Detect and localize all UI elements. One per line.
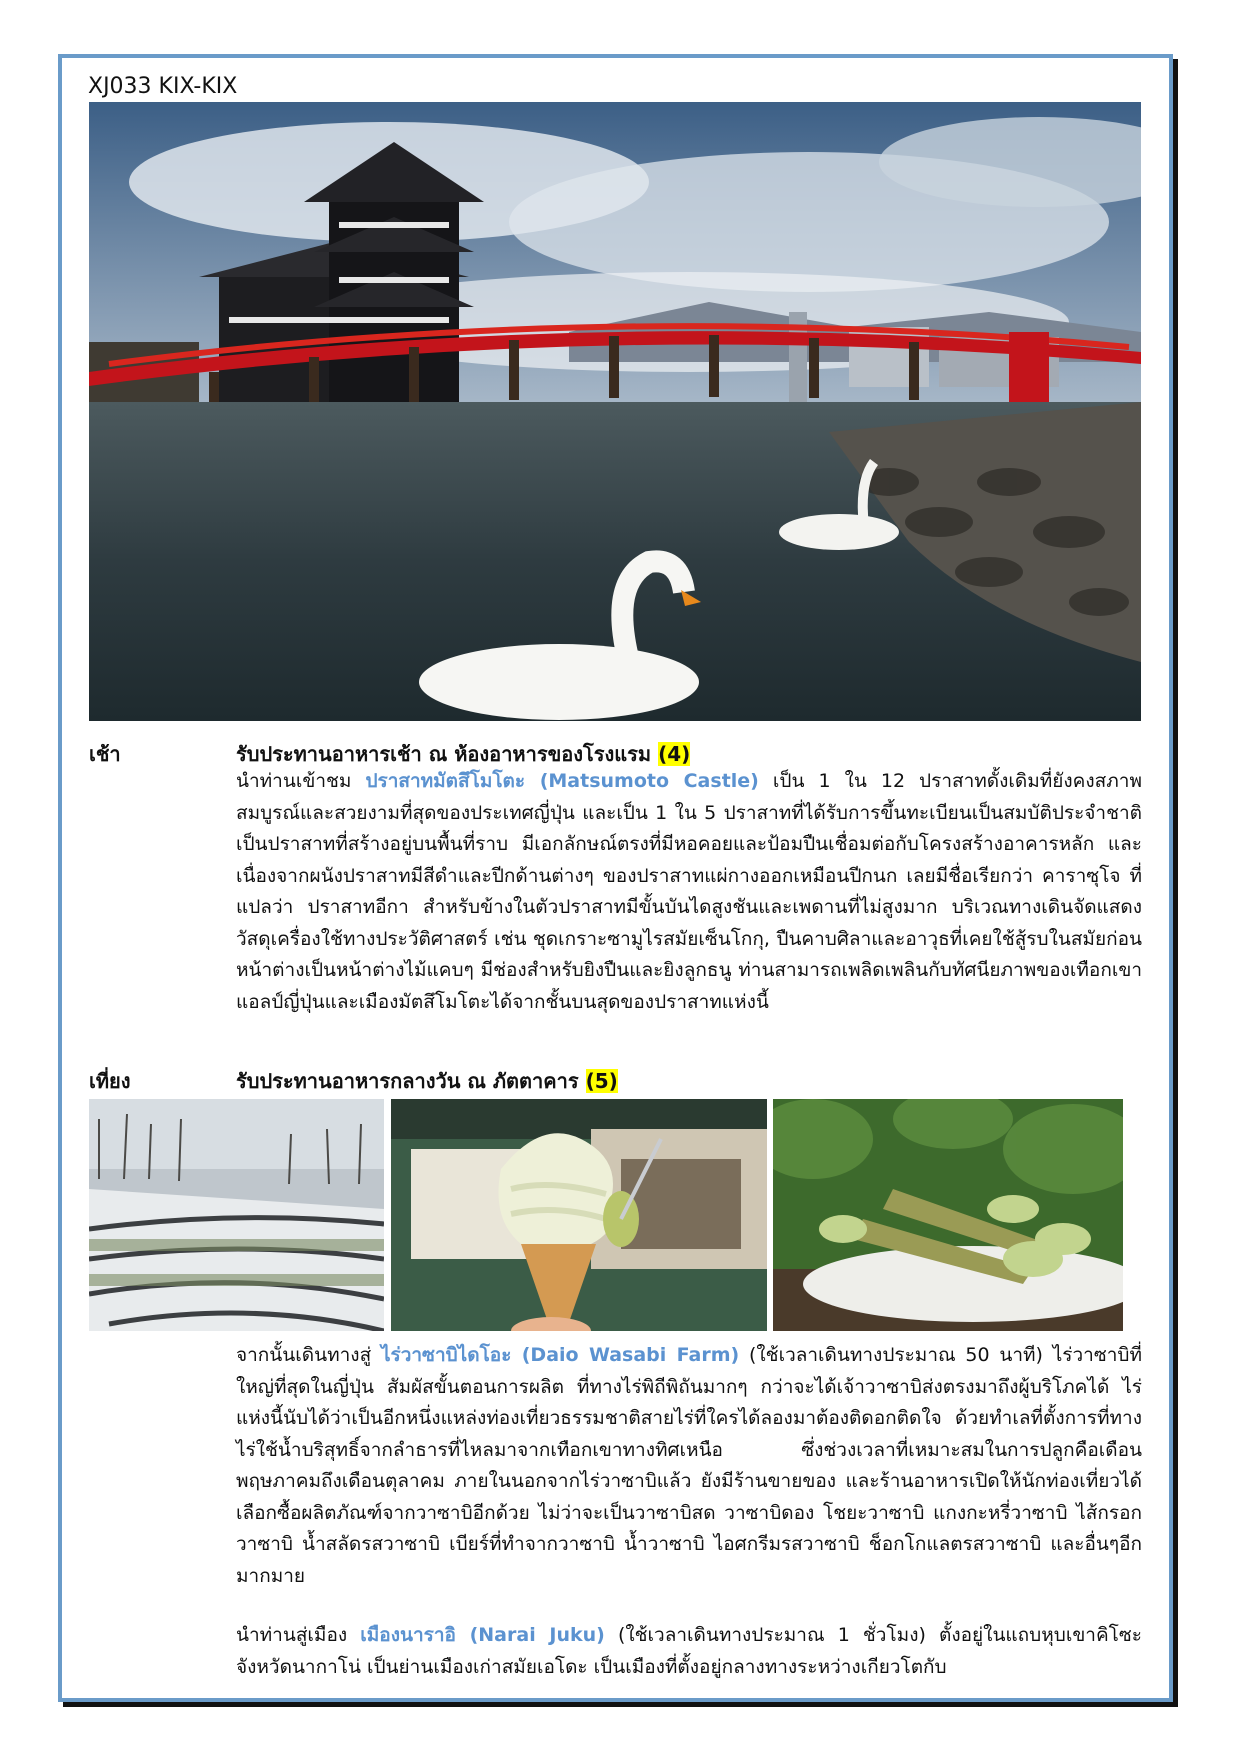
narai-intro: นำท่านสู่เมือง [236, 1624, 361, 1646]
tour-code: XJ033 KIX-KIX [88, 74, 238, 99]
wasabi-farm-photo [89, 1099, 384, 1331]
castle-intro: นำท่านเข้าชม [236, 770, 366, 792]
lunch-line [236, 1065, 618, 1097]
wasabi-body: (ใช้เวลาเดินทางประมาณ 50 นาที) ไร่วาซาบิที่ใหญ่ที่สุดในญี่ปุ่น สัมผัสขั้นตอนการผลิต ที่ทางไร่พิถีพิถันมากๆ กว่าจะได้เจ้าวาซาบิส่งตรงมาถึงผู้บริโภคได้ ไร่แห่งนี้นับได้ว่าเป็นอีกหนึ่งแหล่งท่องเที่ยวธรรมชาติสายไร่ที่ใครได้ลองมาต้องติดอกติดใจ ด้วยทำเลที่ตั้งการที่ทางไร่ใช้น้ำบริสุทธิ์จากลำธารที่ไหลมาจากเทือกเขาทางทิศเหนือ ซึ่งช่วงเวลาที่เหมาะสมในการปลูกคือเดือนพฤษภาคมถึงเดือนตุลาคม ภายในนอกจากไร่วาซาบิแล้ว ยังมีร้านขายของ และร้านอาหารเปิดให้นักท่องเที่ยวได้เลือกซื้อผลิตภัณฑ์จากวาซาบิอีกด้วย ไม่ว่าจะเป็นวาซาบิสด วาซาบิดอง โชยะวาซาบิ แกงกะหรี่วาซาบิ ไส้กรอกวาซาบิ น้ำสลัดรสวาซาบิ เบียร์ที่ทำจากวาซาบิ น้ำวาซาบิ ไอศกรีมรสวาซาบิ ช็อกโกแลตรสวาซาบิ และอื่นๆอีกมากมาย [236, 1344, 1142, 1587]
noon-label: เที่ยง [89, 1069, 131, 1093]
castle-body: เป็น 1 ใน 12 ปราสาทดั้งเดิมที่ยังคงสภาพสมบูรณ์และสวยงามที่สุดของประเทศญี่ปุ่น และเป็น 1 ใน 5 ปราสาทที่ได้รับการขึ้นทะเบียนเป็นสมบัติประจำชาติ เป็นปราสาทที่สร้างอยู่บนพื้นที่ราบ มีเอกลักษณ์ตรงที่มีหอคอยและป้อมปืนเชื่อมต่อกับโครงสร้างอาคารหลัก และเนื่องจากผนังปราสาทมีสีดำและปีกด้านต่างๆ ของปราสาทแผ่กางออกเหมือนปีกนก เลยมีชื่อเรียกว่า คาราซุโจ ที่แปลว่า ปราสาทอีกา สำหรับข้างในตัวปราสาทมีขั้นบันไดสูงชันและเพดานที่ไม่สูงมาก บริเวณทางเดินจัดแสดงวัสดุเครื่องใช้ทางประวัติศาสตร์ เช่น ชุดเกราะซามูไรสมัยเซ็นโกกุ, ปืนคาบศิลาและอาวุธที่เคยใช้สู้รบในสมัยก่อน หน้าต่างเป็นหน้าต่างไม้แคบๆ มีช่องสำหรับยิงปืนและยิงลูกธนู ท่านสามารถเพลิดเพลินกับทัศนียภาพของเทือกเขาแอลป์ญี่ปุ่นและเมืองมัตสึโมโตะได้จากชั้นบนสุดของปราสาทแห่งนี้ [236, 770, 1142, 1013]
matsumoto-castle-link[interactable]: ปราสาทมัตสึโมโตะ (Matsumoto Castle) [365, 770, 759, 792]
fresh-wasabi-photo [773, 1099, 1123, 1331]
morning-label: เช้า [89, 742, 121, 766]
wasabi-intro: จากนั้นเดินทางสู่ [236, 1344, 381, 1366]
narai-body: (ใช้เวลาเดินทางประมาณ 1 ชั่วโมง) ตั้งอยู่ในแถบหุบเขาคิโซะ จังหวัดนากาโน่ เป็นย่านเมืองเก่าสมัยเอโดะ เป็นเมืองที่ตั้งอยู่กลางทางระหว่างเกียวโตกับ [236, 1624, 1142, 1678]
lunch-text: รับประทานอาหารกลางวัน ณ ภัตตาคาร [236, 1069, 579, 1093]
wasabi-ice-cream-photo [391, 1099, 767, 1331]
breakfast-meal-number: (4) [658, 742, 691, 766]
daio-wasabi-farm-link[interactable]: ไร่วาซาบิไดโอะ (Daio Wasabi Farm) [380, 1344, 740, 1366]
narai-juku-link[interactable]: เมืองนาราอิ (Narai Juku) [360, 1624, 605, 1646]
daio-wasabi-farm-description [236, 1340, 1142, 1592]
matsumoto-castle-photo [89, 102, 1141, 721]
narai-juku-description [236, 1620, 1142, 1683]
breakfast-text: รับประทานอาหารเช้า ณ ห้องอาหารของโรงแรม [236, 742, 652, 766]
lunch-meal-number: (5) [585, 1069, 618, 1093]
matsumoto-castle-description [236, 766, 1142, 1018]
